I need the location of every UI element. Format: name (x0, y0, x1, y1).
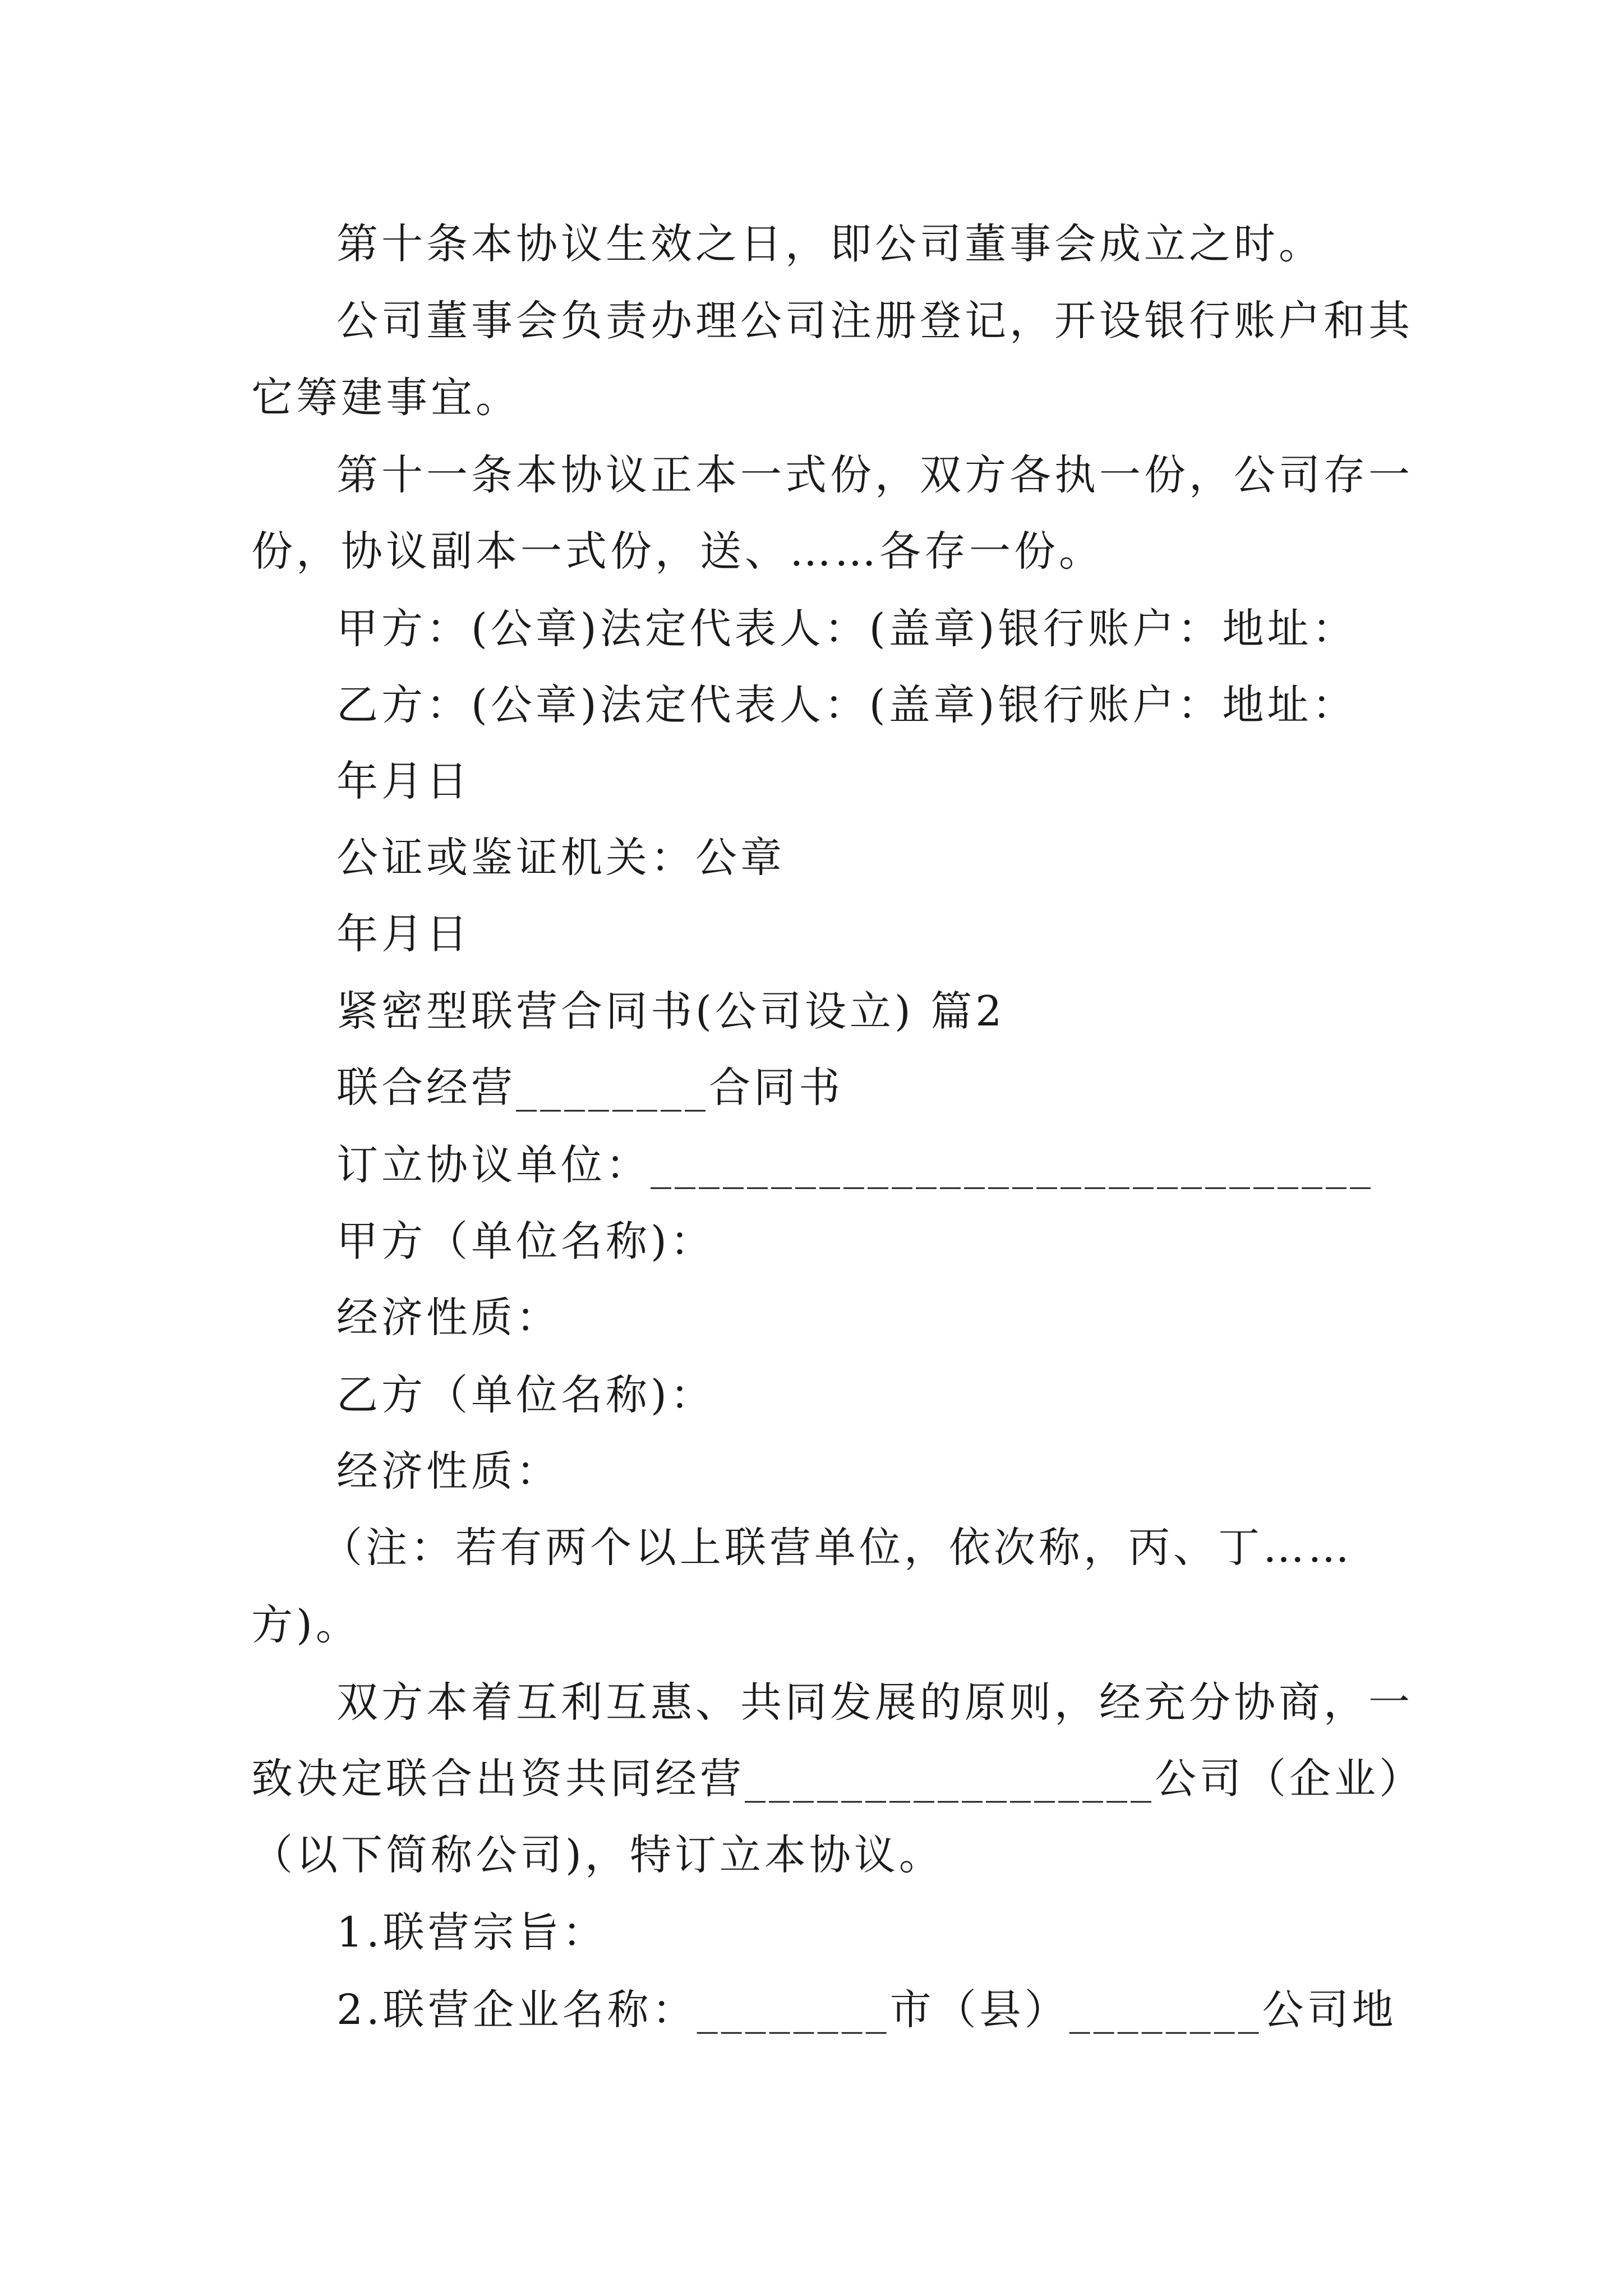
paragraph-line: 经济性质： (336, 1294, 561, 1342)
paragraph-line: （注：若有两个以上联营单位，依次称，丙、丁…… (321, 1524, 1353, 1572)
paragraph-line: 乙方：(公章)法定代表人：(盖章)银行账户：地址： (336, 681, 1357, 729)
paragraph-line: 方)。 (251, 1601, 361, 1649)
paragraph-line: 2.联营企业名称：________市（县）________公司地 (336, 1986, 1397, 2034)
paragraph-line: 公司董事会负责办理公司注册登记，开设银行账户和其 (336, 297, 1413, 345)
paragraph-line: 联合经营________合同书 (336, 1064, 843, 1112)
paragraph-line: 甲方（单位名称)： (336, 1217, 715, 1266)
paragraph-line: 它筹建事宜。 (251, 374, 520, 422)
paragraph-line: 第十一条本协议正本一式份，双方各执一份，公司存一 (336, 451, 1413, 499)
paragraph-line: （以下简称公司)，特订立本协议。 (251, 1831, 944, 1879)
paragraph-line: 第十条本协议生效之日，即公司董事会成立之时。 (336, 220, 1324, 268)
paragraph-line: 年月日 (336, 910, 471, 958)
paragraph-line: 份，协议副本一式份，送、……各存一份。 (251, 527, 1104, 576)
paragraph-line: 年月日 (336, 757, 471, 806)
paragraph-line: 公证或鉴证机关：公章 (336, 834, 785, 882)
section-heading: 紧密型联营合同书(公司设立) 篇2 (336, 987, 1006, 1036)
paragraph-line: 乙方（单位名称)： (336, 1371, 715, 1419)
paragraph-line: 甲方：(公章)法定代表人：(盖章)银行账户：地址： (336, 605, 1357, 653)
paragraph-line: 致决定联合出资共同经营_________________公司（企业） (251, 1755, 1424, 1803)
paragraph-line: 订立协议单位：______________________________ (336, 1141, 1374, 1189)
paragraph-line: 1.联营宗旨： (336, 1908, 607, 1957)
paragraph-line: 双方本着互利互惠、共同发展的原则，经充分协商，一 (336, 1678, 1413, 1727)
paragraph-line: 经济性质： (336, 1447, 561, 1496)
